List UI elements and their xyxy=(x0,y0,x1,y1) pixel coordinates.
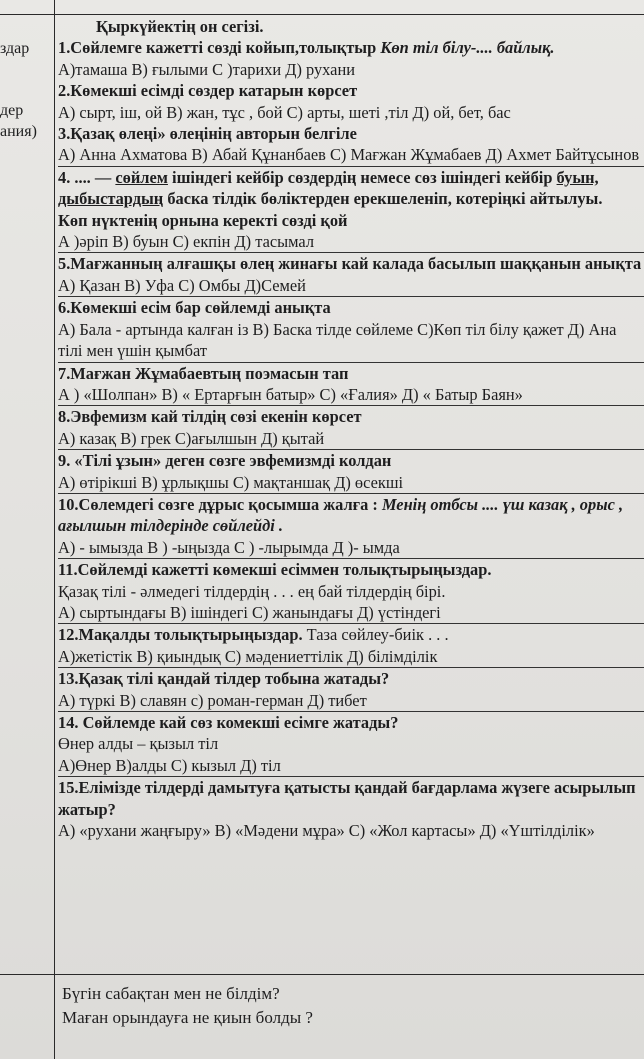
question-options: А) «рухани жаңғыру» В) «Мәдени мұра» С) «Жол картасы» Д) «Үштілділік» xyxy=(58,821,595,841)
question-13 xyxy=(58,668,644,712)
question-7 xyxy=(58,363,644,407)
question-5 xyxy=(58,253,644,297)
question-text: 15.Елімізде тілдерді дамытуға қатысты қандай бағдарлама жүзеге асырылып жатыр? xyxy=(58,778,636,819)
question-options: А) - ымызда В ) -ыңызда С ) -лырымда Д )- ымда xyxy=(58,537,400,557)
question-text: 9. «Тілі ұзын» деген сөзге эвфемизмді колдан xyxy=(58,451,392,471)
question-sentence: Қазақ тілі - әлмедегі тілдердің . . . ең бай тілдердің бірі. xyxy=(58,581,446,601)
question-11 xyxy=(58,559,644,624)
question-15 xyxy=(58,777,642,841)
question-text: 14. Сөйлемде кай сөз комекші есімге жатады? xyxy=(58,713,399,732)
question-extra: Көп тіл білу-.... байлық. xyxy=(380,38,555,58)
question-options: А) Анна Ахматова В) Абай Құнанбаев С) Мағжан Жұмабаев Д) Ахмет Байтұсынов xyxy=(58,145,640,165)
question-instruction: Көп нүктенің орнына керекті сөзді қой xyxy=(58,210,348,230)
question-text: 3.Қазақ өлеңі» өлеңінің авторын белгіле xyxy=(58,124,357,144)
question-4 xyxy=(58,167,644,254)
question-text: 10.Сөлемдегі сөзге дұрыс қосымша жалға : xyxy=(58,494,382,514)
question-options: А ) «Шолпан» В) « Ертарғын батыр» С) «Ғалия» Д) « Батыр Баян» xyxy=(58,384,523,404)
question-9 xyxy=(58,450,644,494)
question-text: 5.Мағжанның алғашқы өлең жинағы кай калада басылып шаққанын анықта xyxy=(58,254,642,274)
question-14 xyxy=(58,712,644,777)
question-12 xyxy=(58,624,644,668)
question-text: 8.Эвфемизм кай тілдің сөзі екенін көрсет xyxy=(58,407,362,427)
question-options: А) өтірікші В) ұрлықшы С) мақтаншақ Д) өсекші xyxy=(58,472,404,492)
question-options: А)тамаша В) ғылыми С )тарихи Д) рухани xyxy=(58,59,355,79)
question-list xyxy=(58,16,642,841)
question-text: 12.Мақалды толықтырыңыздар. Таза сөйлеу-биік . . . xyxy=(58,625,449,645)
question-options: А)жетістік В) қиындық С) мәдениеттілік Д) білімділік xyxy=(58,646,438,666)
top-rule xyxy=(0,14,644,15)
question-options: А )әріп В) буын С) екпін Д) тасымал xyxy=(58,232,315,252)
question-6 xyxy=(58,297,644,362)
question-text: 2.Көмекші есімді сөздер катарын көрсет xyxy=(58,81,358,101)
question-2 xyxy=(58,80,642,123)
margin-label: здар xyxy=(0,40,30,57)
question-extra: Менің отбсы .... үш казақ , орыс , ағылшын тілдерінде сөйлейді . xyxy=(58,494,624,536)
question-options: А) Қазан В) Уфа С) Омбы Д)Семей xyxy=(58,275,306,295)
reflection-question: Бүгін сабақтан мен не білдім? xyxy=(62,984,280,1003)
page-date: Қыркүйектің он сегізі. xyxy=(96,17,264,36)
question-text: 1.Сөйлемге кажетті сөзді койып,толықтыр xyxy=(58,38,381,58)
question-10 xyxy=(58,494,644,559)
question-sentence: Өнер алды – қызыл тіл xyxy=(58,734,219,754)
question-options: А) түркі В) славян с) роман-герман Д) тибет xyxy=(58,690,367,710)
question-options: А) Бала - артында калған із В) Баска тілде сөйлеме С)Көп тіл білу қажет Д) Ана тілі мен үшін қымбат xyxy=(58,319,617,361)
question-3 xyxy=(58,123,644,167)
question-1 xyxy=(58,37,642,80)
question-options: А)Өнер В)алды С) кызыл Д) тіл xyxy=(58,755,281,775)
question-options: А) сырт, іш, ой В) жан, тұс , бой С) арты, шеті ,тіл Д) ой, бет, бас xyxy=(58,102,511,122)
question-8 xyxy=(58,406,644,450)
question-text: 13.Қазақ тілі қандай тілдер тобына жатады? xyxy=(58,669,390,689)
question-options: А) казақ В) грек С)ағылшын Д) қытай xyxy=(58,428,325,448)
question-text: 7.Мағжан Жұмабаевтың поэмасын тап xyxy=(58,363,349,383)
question-text: 4. .... — сөйлем ішіндегі кейбір сөздердің немесе сөз ішіндегі кейбір буын, дыбыстардың баска тілдік бөліктерден ерекшеленіп, котеріңкі айтылуы. xyxy=(58,167,603,209)
reflection xyxy=(62,982,313,1030)
margin-rule xyxy=(54,0,55,1059)
question-sentence: Таза сөйлеу-биік . . . xyxy=(306,625,449,645)
footer-rule xyxy=(0,974,644,975)
question-text: 11.Сөйлемді кажетті көмекші есіммен толықтырыңыздар. xyxy=(58,560,492,580)
margin-label: дер xyxy=(0,102,24,119)
question-options: А) сыртындағы В) ішіндегі С) жанындағы Д) үстіндегі xyxy=(58,602,441,622)
reflection-question: Маған орындауға не қиын болды ? xyxy=(62,1008,313,1027)
question-text: 6.Көмекші есім бар сөйлемді анықта xyxy=(58,298,331,318)
margin-label: ания) xyxy=(0,123,37,140)
